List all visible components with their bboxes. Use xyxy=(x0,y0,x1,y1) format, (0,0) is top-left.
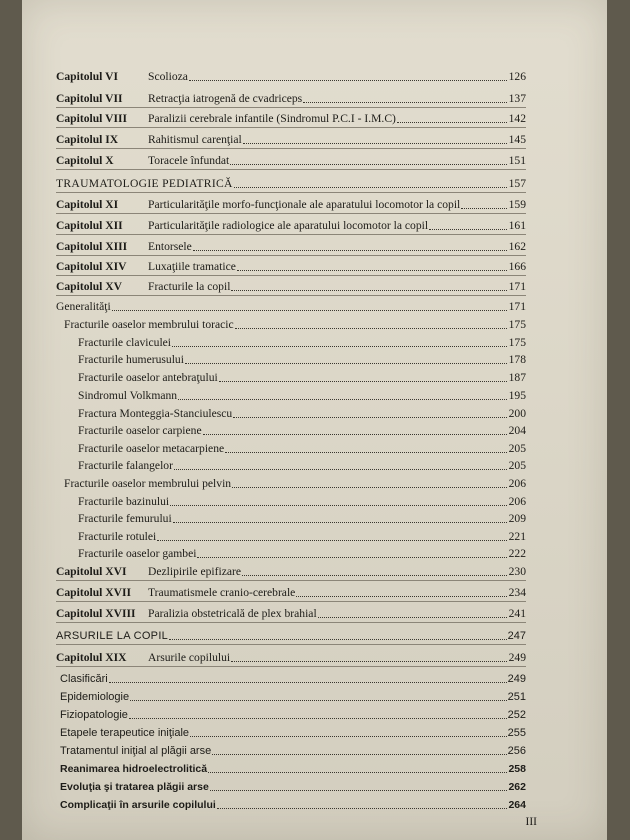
entry-page-number: 251 xyxy=(507,691,526,703)
dot-leader xyxy=(169,639,507,640)
chapter-number: Capitolul XIX xyxy=(56,651,127,664)
entry-title: Fracturile claviculei xyxy=(78,336,172,349)
dot-leader xyxy=(112,310,507,311)
entry-title: Fractura Monteggia-Stanciulescu xyxy=(78,407,233,420)
entry-page-number: 262 xyxy=(508,781,526,793)
chapter-number: Capitolul XV xyxy=(56,280,123,293)
entry-title: Entorsele xyxy=(148,240,192,253)
toc-entry xyxy=(78,541,526,561)
entry-page-number: 205 xyxy=(508,459,526,472)
entry-title: Dezlipirile epifizare xyxy=(148,565,242,578)
entry-page-number: 205 xyxy=(508,442,526,455)
entry-page-number: 145 xyxy=(508,133,526,146)
entry-title: Retracţia iatrogenă de cvadriceps xyxy=(148,92,303,105)
entry-title: TRAUMATOLOGIE PEDIATRICĂ xyxy=(56,177,233,190)
entry-title: Sindromul Volkmann xyxy=(78,389,178,402)
toc-entry xyxy=(78,506,526,526)
entry-title: Particularităţile radiologice ale aparatului locomotor la copil xyxy=(148,219,429,232)
toc-chapter-entry xyxy=(56,274,526,294)
entry-page-number: 178 xyxy=(508,353,526,366)
dot-leader xyxy=(193,250,507,251)
entry-title: Fracturile oaselor carpiene xyxy=(78,424,202,437)
page-number: III xyxy=(525,816,537,828)
entry-page-number: 241 xyxy=(508,607,526,620)
entry-page-number: 206 xyxy=(508,495,526,508)
chapter-number: Capitolul VII xyxy=(56,92,123,105)
toc-entry xyxy=(60,792,526,812)
entry-page-number: 252 xyxy=(507,709,526,721)
entry-page-number: 157 xyxy=(508,177,526,190)
entry-page-number: 256 xyxy=(507,745,526,757)
toc-chapter-entry xyxy=(56,192,526,212)
toc-chapter-entry xyxy=(56,580,526,600)
toc-entry xyxy=(78,383,526,403)
toc-chapter-entry xyxy=(56,106,526,126)
toc-entry xyxy=(60,756,526,776)
book-page xyxy=(22,0,607,840)
entry-page-number: 166 xyxy=(508,260,526,273)
dot-leader xyxy=(242,575,507,576)
entry-page-number: 175 xyxy=(508,318,526,331)
toc-entry xyxy=(78,418,526,438)
entry-page-number: 187 xyxy=(508,371,526,384)
entry-page-number: 137 xyxy=(508,92,526,105)
dot-leader xyxy=(217,808,507,809)
entry-page-number: 200 xyxy=(508,407,526,420)
entry-title: Generalităţi xyxy=(56,300,111,313)
chapter-number: Capitolul VI xyxy=(56,70,118,83)
dot-leader xyxy=(461,208,507,209)
entry-title: Particularităţile morfo-funcţionale ale aparatului locomotor la copil xyxy=(148,198,461,211)
entry-title: Fracturile oaselor membrului toracic xyxy=(64,318,234,331)
entry-page-number: 247 xyxy=(507,630,526,642)
dot-leader xyxy=(173,522,507,523)
chapter-number: Capitolul XI xyxy=(56,198,119,211)
entry-title: ARSURILE LA COPIL xyxy=(56,630,169,642)
entry-page-number: 161 xyxy=(508,219,526,232)
chapter-number: Capitolul XII xyxy=(56,219,123,232)
chapter-number: Capitolul XVIII xyxy=(56,607,136,620)
dot-leader xyxy=(235,328,507,329)
entry-title: Scolioza xyxy=(148,70,188,83)
table-of-contents xyxy=(22,0,607,840)
entry-title: Fracturile la copil xyxy=(148,280,231,293)
chapter-number: Capitolul X xyxy=(56,154,114,167)
dot-leader xyxy=(130,700,507,701)
dot-leader xyxy=(185,363,507,364)
entry-title: Luxaţiile tramatice xyxy=(148,260,236,273)
toc-chapter-entry xyxy=(56,148,526,168)
entry-page-number: 175 xyxy=(508,336,526,349)
entry-page-number: 249 xyxy=(507,673,526,685)
dot-leader xyxy=(174,469,507,470)
entry-page-number: 171 xyxy=(508,300,526,313)
toc-entry xyxy=(60,666,526,686)
toc-entry xyxy=(60,774,526,794)
entry-title: Epidemiologie xyxy=(60,691,130,703)
toc-entry xyxy=(78,453,526,473)
dot-leader xyxy=(109,682,507,683)
dot-leader xyxy=(429,229,507,230)
entry-page-number: 195 xyxy=(508,389,526,402)
toc-chapter-entry xyxy=(56,559,526,579)
entry-title: Toracele înfundat xyxy=(148,154,230,167)
toc-entry xyxy=(56,294,526,314)
toc-chapter-entry xyxy=(56,213,526,233)
dot-leader xyxy=(203,434,507,435)
toc-entry xyxy=(64,471,526,491)
entry-page-number: 234 xyxy=(508,586,526,599)
toc-entry xyxy=(60,738,526,758)
toc-entry xyxy=(78,365,526,385)
dot-leader xyxy=(231,661,507,662)
dot-leader xyxy=(178,399,507,400)
toc-chapter-entry xyxy=(56,64,526,84)
toc-chapter-entry xyxy=(56,601,526,621)
toc-section-heading xyxy=(56,171,526,191)
toc-entry xyxy=(64,312,526,332)
entry-title: Reanimarea hidroelectrolitică xyxy=(60,763,208,775)
entry-title: Etapele terapeutice iniţiale xyxy=(60,727,190,739)
toc-chapter-entry xyxy=(56,86,526,106)
entry-title: Evoluţia şi tratarea plăgii arse xyxy=(60,781,209,793)
dot-leader xyxy=(212,754,506,755)
toc-chapter-entry xyxy=(56,645,526,665)
dot-leader xyxy=(210,790,507,791)
entry-title: Fracturile femurului xyxy=(78,512,172,525)
entry-page-number: 221 xyxy=(508,530,526,543)
entry-page-number: 151 xyxy=(508,154,526,167)
entry-title: Clasificări xyxy=(60,673,108,685)
entry-page-number: 264 xyxy=(508,799,526,811)
dot-leader xyxy=(230,164,507,165)
toc-chapter-entry xyxy=(56,127,526,147)
toc-entry xyxy=(60,720,526,740)
entry-title: Tratamentul iniţial al plăgii arse xyxy=(60,745,212,757)
entry-title: Fracturile bazinului xyxy=(78,495,170,508)
entry-title: Paralizii cerebrale infantile (Sindromul P.C.I - I.M.C) xyxy=(148,112,396,125)
entry-title: Fracturile oaselor metacarpiene xyxy=(78,442,225,455)
entry-title: Fracturile humerusului xyxy=(78,353,184,366)
entry-page-number: 126 xyxy=(508,70,526,83)
dot-leader xyxy=(232,487,507,488)
toc-entry xyxy=(78,347,526,367)
entry-page-number: 171 xyxy=(508,280,526,293)
entry-page-number: 159 xyxy=(508,198,526,211)
chapter-number: Capitolul IX xyxy=(56,133,119,146)
dot-leader xyxy=(237,270,507,271)
dot-leader xyxy=(189,80,507,81)
entry-title: Paralizia obstetricală de plex brahial xyxy=(148,607,317,620)
dot-leader xyxy=(318,617,507,618)
chapter-number: Capitolul XVII xyxy=(56,586,132,599)
entry-page-number: 209 xyxy=(508,512,526,525)
dot-leader xyxy=(219,381,507,382)
dot-leader xyxy=(208,772,507,773)
entry-page-number: 255 xyxy=(507,727,526,739)
entry-title: Fracturile rotulei xyxy=(78,530,157,543)
dot-leader xyxy=(197,557,507,558)
chapter-number: Capitolul VIII xyxy=(56,112,127,125)
chapter-number: Capitolul XIV xyxy=(56,260,127,273)
dot-leader xyxy=(234,187,507,188)
toc-section-heading xyxy=(56,623,526,643)
entry-title: Complicaţii în arsurile copilului xyxy=(60,799,216,811)
entry-title: Fracturile oaselor membrului pelvin xyxy=(64,477,232,490)
toc-entry xyxy=(60,702,526,722)
entry-page-number: 249 xyxy=(508,651,526,664)
entry-page-number: 142 xyxy=(508,112,526,125)
dot-leader xyxy=(231,290,507,291)
chapter-number: Capitolul XVI xyxy=(56,565,127,578)
toc-chapter-entry xyxy=(56,234,526,254)
entry-page-number: 162 xyxy=(508,240,526,253)
dot-leader xyxy=(303,102,507,103)
toc-chapter-entry xyxy=(56,254,526,274)
dot-leader xyxy=(190,736,507,737)
entry-page-number: 230 xyxy=(508,565,526,578)
entry-title: Arsurile copilului xyxy=(148,651,231,664)
entry-page-number: 222 xyxy=(508,547,526,560)
dot-leader xyxy=(243,143,507,144)
entry-title: Fracturile oaselor antebraţului xyxy=(78,371,218,384)
entry-page-number: 206 xyxy=(508,477,526,490)
entry-page-number: 258 xyxy=(508,763,526,775)
dot-leader xyxy=(397,122,507,123)
entry-title: Traumatismele cranio-cerebrale xyxy=(148,586,296,599)
entry-title: Fracturile falangelor xyxy=(78,459,173,472)
dot-leader xyxy=(129,718,507,719)
entry-title: Fracturile oaselor gambei xyxy=(78,547,197,560)
entry-title: Fiziopatologie xyxy=(60,709,128,721)
entry-page-number: 204 xyxy=(508,424,526,437)
toc-entry xyxy=(60,684,526,704)
row-rule xyxy=(56,169,526,170)
chapter-number: Capitolul XIII xyxy=(56,240,128,253)
entry-title: Rahitismul carenţial xyxy=(148,133,242,146)
dot-leader xyxy=(296,596,507,597)
